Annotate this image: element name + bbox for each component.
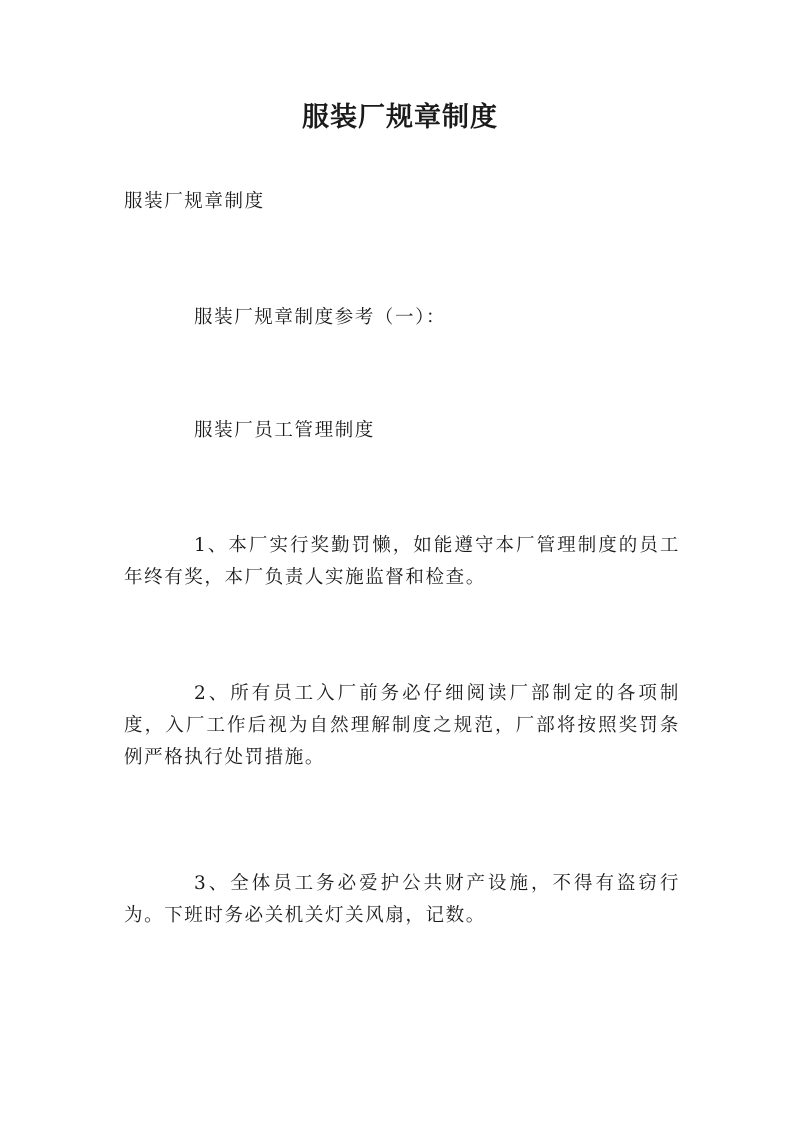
paragraph-2: 2、所有员工入厂前务必仔细阅读厂部制定的各项制度，入厂工作后视为自然理解制度之规范，厂部将按照奖罚条例严格执行处罚措施。 (124, 683, 680, 768)
document-title: 服装厂规章制度 (302, 102, 498, 133)
document-subtitle: 服装厂规章制度 (124, 191, 265, 212)
section-heading: 服装厂员工管理制度 (194, 420, 375, 441)
paragraph-3: 3、全体员工务必爱护公共财产设施，不得有盗窃行为。下班时务必关机关灯关风扇，记数。 (124, 873, 680, 926)
paragraph-1: 1、本厂实行奖勤罚懒，如能遵守本厂管理制度的员工年终有奖，本厂负责人实施监督和检查。 (124, 535, 680, 588)
reference-heading: 服装厂规章制度参考（一）： (194, 307, 447, 328)
